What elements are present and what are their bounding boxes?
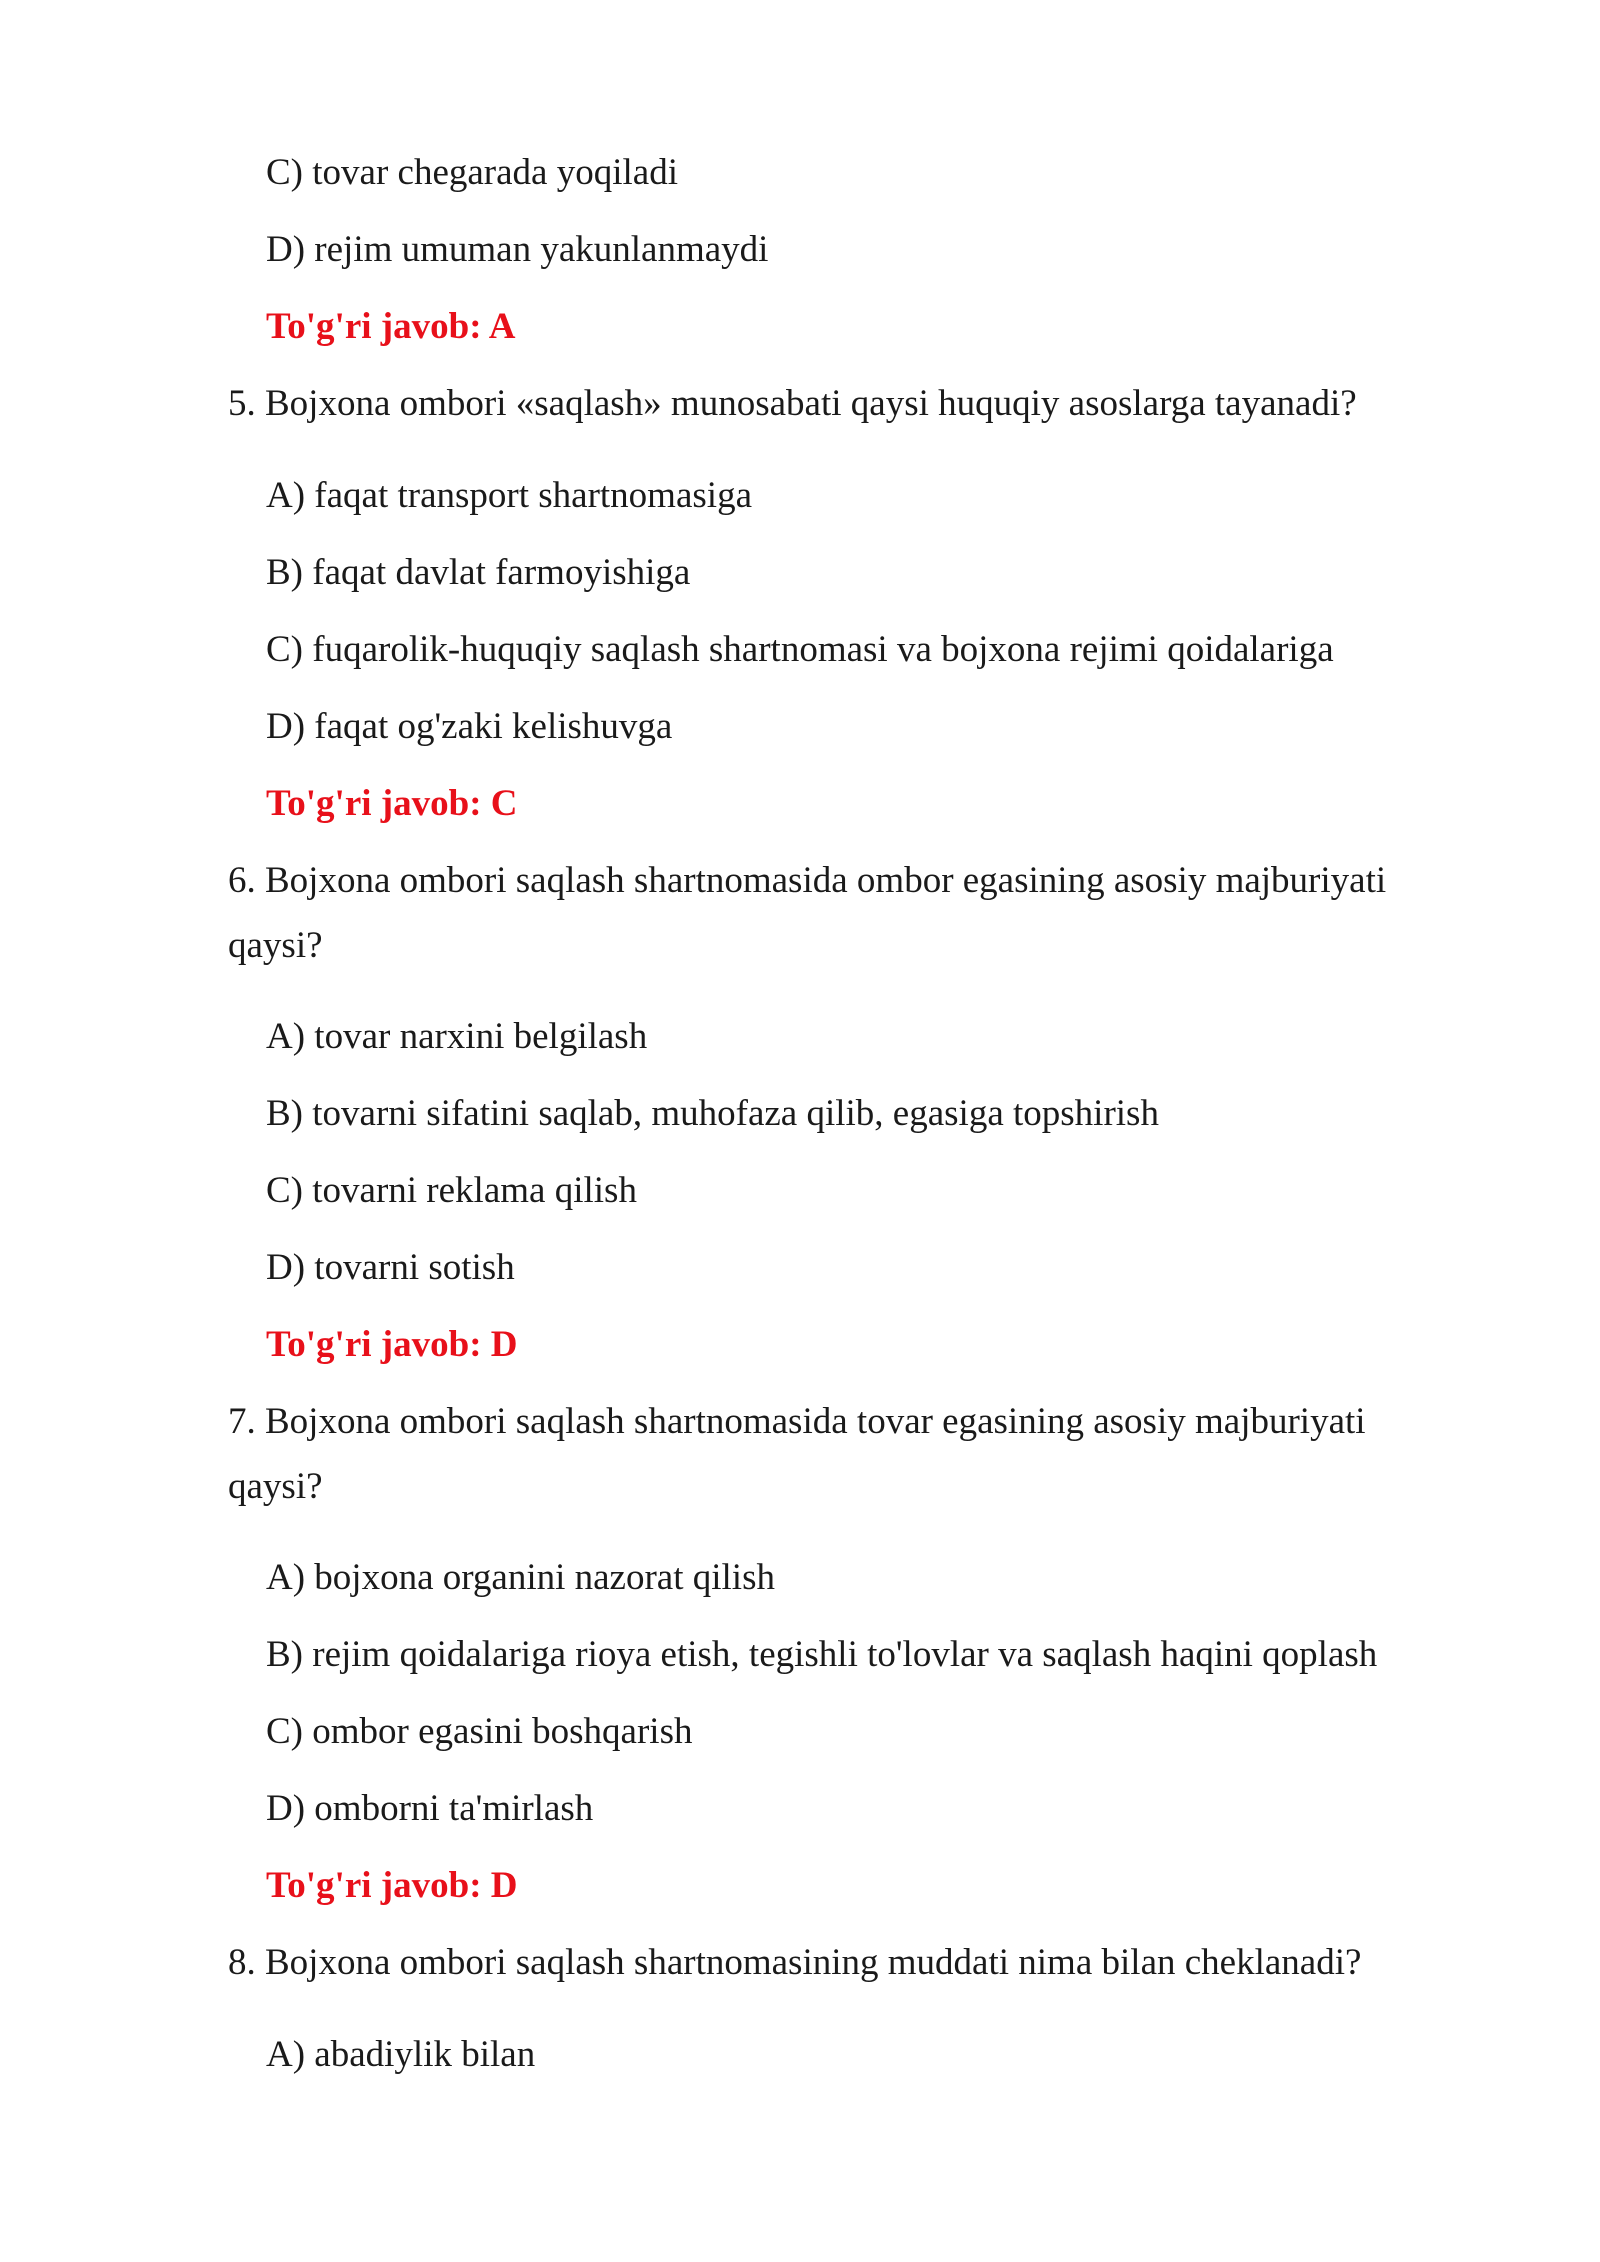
question-text: 7. Bojxona ombori saqlash shartnomasida tovar egasining asosiy majburiyati — [228, 1401, 1366, 1442]
question-text-continued: qaysi? — [228, 1466, 323, 1507]
option-a: A) faqat transport shartnomasiga — [266, 475, 752, 516]
option-a: A) tovar narxini belgilash — [266, 1016, 648, 1057]
question-text-continued: qaysi? — [228, 925, 323, 966]
option-b: B) tovarni sifatini saqlab, muhofaza qilib, egasiga topshirish — [266, 1093, 1159, 1134]
question-text: 6. Bojxona ombori saqlash shartnomasida ombor egasining asosiy majburiyati — [228, 860, 1387, 901]
option-b: B) faqat davlat farmoyishiga — [266, 552, 691, 593]
correct-answer: To'g'ri javob: D — [266, 1865, 518, 1906]
correct-answer: To'g'ri javob: C — [266, 783, 518, 824]
correct-answer: To'g'ri javob: D — [266, 1324, 518, 1365]
question-text: 5. Bojxona ombori «saqlash» munosabati qaysi huquqiy asoslarga tayanadi? — [228, 383, 1357, 424]
option-d: D) rejim umuman yakunlanmaydi — [266, 229, 769, 270]
question-text: 8. Bojxona ombori saqlash shartnomasining muddati nima bilan cheklanadi? — [228, 1942, 1362, 1983]
option-b: B) rejim qoidalariga rioya etish, tegishli to'lovlar va saqlash haqini qoplash — [266, 1634, 1378, 1675]
option-c: C) tovarni reklama qilish — [266, 1170, 637, 1211]
option-c: C) tovar chegarada yoqiladi — [266, 152, 678, 193]
option-c: C) fuqarolik-huquqiy saqlash shartnomasi va bojxona rejimi qoidalariga — [266, 629, 1334, 670]
correct-answer: To'g'ri javob: A — [266, 306, 516, 347]
option-d: D) tovarni sotish — [266, 1247, 515, 1288]
option-a: A) abadiylik bilan — [266, 2034, 536, 2075]
option-d: D) omborni ta'mirlash — [266, 1788, 594, 1829]
option-a: A) bojxona organini nazorat qilish — [266, 1557, 775, 1598]
option-d: D) faqat og'zaki kelishuvga — [266, 706, 673, 747]
option-c: C) ombor egasini boshqarish — [266, 1711, 693, 1752]
